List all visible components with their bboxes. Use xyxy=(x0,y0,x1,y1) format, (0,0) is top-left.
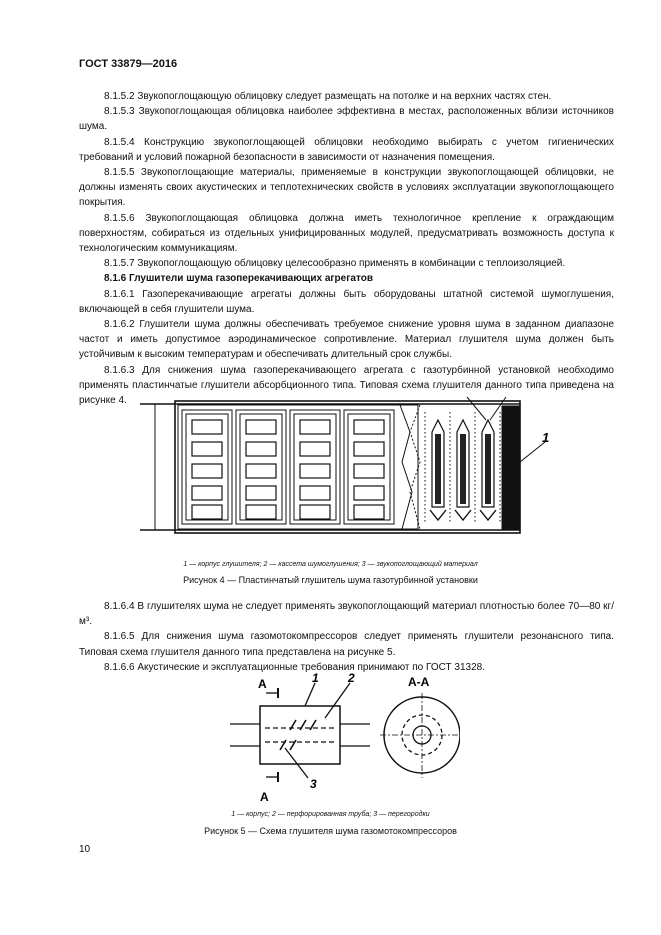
fig4-label-1: 1 xyxy=(542,430,550,445)
page-number: 10 xyxy=(79,844,91,855)
paragraph: 8.1.6.6 Акустические и эксплуатационные требования принимают по ГОСТ 31328. xyxy=(104,661,485,673)
paragraph: 8.1.6.4 В глушителях шума не следует применять звукопоглощающий материал плотностью более 70—80 кг/м³. xyxy=(79,601,614,628)
fig5-section-mark-top: А xyxy=(258,677,267,691)
paragraph: 8.1.6.2 Глушители шума должны обеспечивать требуемое снижение уровня шума в заданном диапазоне частот и иметь допустимое аэродинамическое сопротивление. Материал глушителя шума должен быть устойчивым к высоким температурам и обеспечивать длительный срок службы. xyxy=(79,319,614,361)
fig5-label-2: 2 xyxy=(348,671,355,685)
figure-4-caption: Рисунок 4 — Пластинчатый глушитель шума газотурбинной установки xyxy=(183,575,478,585)
document-header: ГОСТ 33879—2016 xyxy=(79,58,178,70)
figure-5-silencer-scheme xyxy=(230,668,460,808)
fig5-view-label: А-А xyxy=(408,675,430,689)
paragraph: 8.1.6.3 Для снижения шума газоперекачивающего агрегата с газотурбинной установкой необходимо применять пластинчатые глушители абсорбционного типа. Типовая схема глушителя данного типа приведена на рисунке 4. xyxy=(79,364,614,407)
fig5-label-1: 1 xyxy=(312,671,319,685)
body-text-section-1 xyxy=(79,89,614,408)
paragraph: 8.1.5.4 Конструкцию звукопоглощающей облицовки необходимо выбирать с учетом гигиенических требований и условий пожарной безопасности в зависимости от назначения помещения. xyxy=(79,136,614,163)
paragraph: 8.1.5.3 Звукопоглощающая облицовка наиболее эффективна в местах, расположенных вблизи источников шума. xyxy=(79,106,614,133)
paragraph: 8.1.6.1 Газоперекачивающие агрегаты должны быть оборудованы штатной системой шумоглушения, включающей в себя глушители шума. xyxy=(79,288,614,315)
figure-5-legend: 1 — корпус; 2 — перфорированная труба; 3 — перегородки xyxy=(231,811,430,818)
paragraph: 8.1.5.7 Звукопоглощающую облицовку целесообразно применять в комбинации с теплоизоляцией. xyxy=(104,258,566,270)
figure-4-legend: 1 — корпус глушителя; 2 — кассета шумоглушения; 3 — звукопоглощающий материал xyxy=(183,561,478,568)
section-heading: 8.1.6 Глушители шума газоперекачивающих агрегатов xyxy=(104,273,373,285)
figure-4-silencer-drawing xyxy=(140,392,560,542)
paragraph: 8.1.5.6 Звукопоглощающая облицовка должна иметь технологичное крепление к ограждающим поверхностям, собираться из отдельных унифицированных модулей, предусматривать возможность доступа к технологическим коммуникациям. xyxy=(79,212,614,255)
fig5-section-mark-bottom: А xyxy=(260,790,269,804)
figure-5-caption: Рисунок 5 — Схема глушителя шума газомотокомпрессоров xyxy=(204,826,457,836)
paragraph: 8.1.5.2 Звукопоглощающую облицовку следует размещать на потолке и на верхних частях стен. xyxy=(104,91,552,102)
paragraph: 8.1.6.5 Для снижения шума газомотокомпрессоров следует применять глушители резонансного типа. Типовая схема глушителя данного типа представлена на рисунке 5. xyxy=(79,631,614,658)
body-text-section-2 xyxy=(79,599,614,675)
paragraph: 8.1.5.5 Звукопоглощающие материалы, применяемые в конструкции звукопоглощающей облицовки, не должны изменять своих акустических и теплотехнических свойств в условиях эксплуатации звукопоглощающего покрытия. xyxy=(79,167,614,209)
fig5-label-3: 3 xyxy=(310,777,317,791)
